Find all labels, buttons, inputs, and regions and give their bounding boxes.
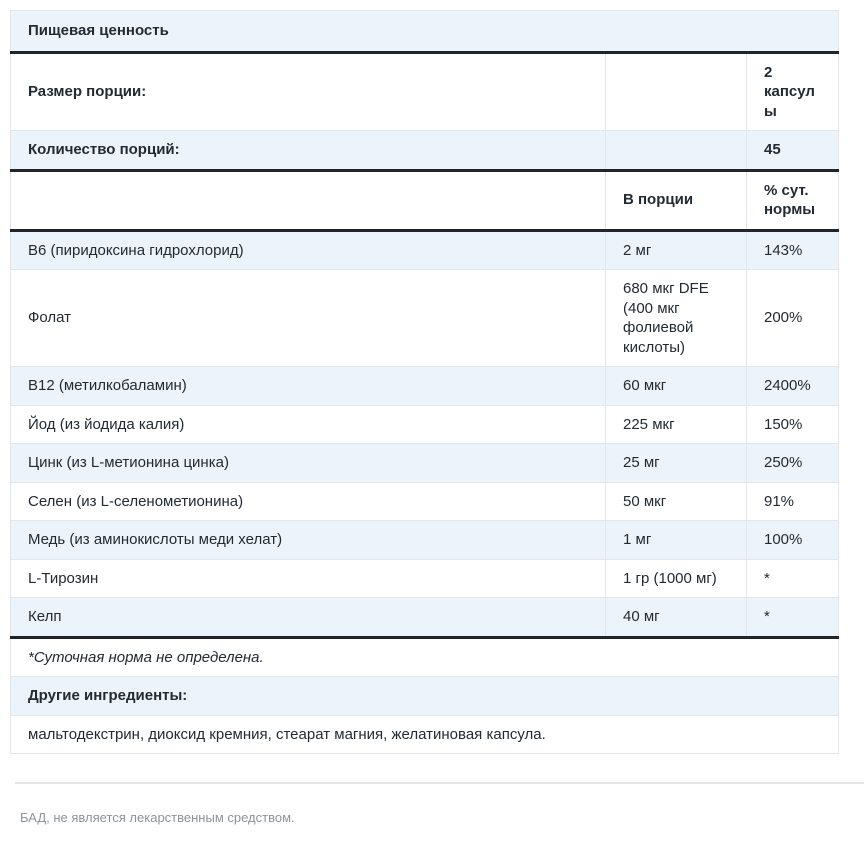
nutrient-daily-value: 91% xyxy=(747,482,839,521)
nutrient-daily-value: 250% xyxy=(747,444,839,483)
nutrient-daily-value: 143% xyxy=(747,230,839,270)
servings-count-label: Количество порций: xyxy=(11,131,606,171)
nutrient-amount: 60 мкг xyxy=(606,367,747,406)
column-header-daily-value: % сут. нормы xyxy=(747,170,839,230)
other-ingredients-label: Другие ингредиенты: xyxy=(11,677,839,716)
nutrient-amount: 25 мг xyxy=(606,444,747,483)
nutrient-row xyxy=(11,559,839,598)
nutrient-amount: 1 гр (1000 мг) xyxy=(606,559,747,598)
nutrient-name: Йод (из йодида калия) xyxy=(11,405,606,444)
nutrient-daily-value: * xyxy=(747,559,839,598)
table-title-row xyxy=(11,11,839,53)
serving-size-value: 2 капсулы xyxy=(747,52,839,131)
nutrient-daily-value: 200% xyxy=(747,270,839,367)
nutrient-row xyxy=(11,367,839,406)
serving-size-spacer-cell xyxy=(606,52,747,131)
other-ingredients-value: мальтодекстрин, диоксид кремния, стеарат магния, желатиновая капсула. xyxy=(11,715,839,754)
nutrient-amount: 680 мкг DFE (400 мкг фолиевой кислоты) xyxy=(606,270,747,367)
other-ingredients-value-row xyxy=(11,715,839,754)
nutrient-amount: 1 мг xyxy=(606,521,747,560)
supplement-facts-table xyxy=(10,10,839,754)
nutrient-rows xyxy=(11,230,839,637)
servings-count-row xyxy=(11,131,839,171)
nutrient-row xyxy=(11,482,839,521)
serving-size-label: Размер порции: xyxy=(11,52,606,131)
table-title: Пищевая ценность xyxy=(11,11,839,53)
footer-divider xyxy=(15,782,864,784)
nutrient-name: Фолат xyxy=(11,270,606,367)
serving-size-row xyxy=(11,52,839,131)
nutrient-amount: 50 мкг xyxy=(606,482,747,521)
nutrient-row xyxy=(11,521,839,560)
nutrient-name: Цинк (из L-метионина цинка) xyxy=(11,444,606,483)
nutrient-amount: 40 мг xyxy=(606,598,747,638)
nutrient-name: L-Тирозин xyxy=(11,559,606,598)
facts-header-rows xyxy=(11,11,839,231)
footnote-row xyxy=(11,637,839,677)
nutrient-name: B12 (метилкобаламин) xyxy=(11,367,606,406)
nutrient-amount: 2 мг xyxy=(606,230,747,270)
facts-footer-rows xyxy=(11,637,839,754)
nutrient-name: Келп xyxy=(11,598,606,638)
nutrient-row xyxy=(11,444,839,483)
footnote-text: *Суточная норма не определена. xyxy=(11,637,839,677)
other-ingredients-label-row xyxy=(11,677,839,716)
nutrient-name: B6 (пиридоксина гидрохлорид) xyxy=(11,230,606,270)
servings-count-spacer-cell xyxy=(606,131,747,171)
column-header-empty-cell xyxy=(11,170,606,230)
nutrient-name: Медь (из аминокислоты меди хелат) xyxy=(11,521,606,560)
nutrient-daily-value: 150% xyxy=(747,405,839,444)
column-header-amount: В порции xyxy=(606,170,747,230)
servings-count-value: 45 xyxy=(747,131,839,171)
nutrient-row xyxy=(11,598,839,638)
column-header-row xyxy=(11,170,839,230)
nutrient-name: Селен (из L-селенометионина) xyxy=(11,482,606,521)
nutrient-row xyxy=(11,270,839,367)
nutrient-daily-value: 2400% xyxy=(747,367,839,406)
disclaimer-text: БАД, не является лекарственным средством. xyxy=(20,810,295,825)
nutrient-amount: 225 мкг xyxy=(606,405,747,444)
nutrient-daily-value: * xyxy=(747,598,839,638)
nutrient-row xyxy=(11,405,839,444)
nutrient-row xyxy=(11,230,839,270)
nutrient-daily-value: 100% xyxy=(747,521,839,560)
